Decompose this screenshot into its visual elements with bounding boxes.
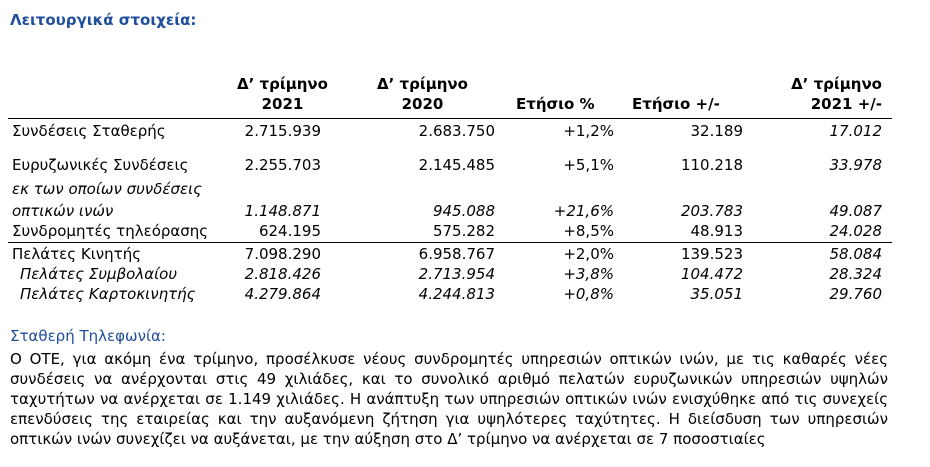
column-header-q4-2021	[220, 74, 345, 114]
cell-annual-diff: 48.913	[690, 222, 743, 240]
cell-quarter-diff: 17.012	[829, 122, 882, 140]
column-header-line1: Δ’ τρίμηνο	[237, 75, 328, 93]
row-label: Ευρυζωνικές Συνδέσεις	[12, 156, 189, 174]
subsection-title: Σταθερή Τηλεφωνία:	[10, 327, 166, 345]
cell-annual-diff: 32.189	[690, 122, 743, 140]
column-header-annual-diff: Ετήσιο +/-	[632, 95, 720, 113]
cell-annual-pct: +21,6%	[553, 202, 614, 220]
column-header-annual-pct: Ετήσιο %	[516, 95, 595, 113]
cell-q4-2021: 2.715.939	[244, 122, 321, 140]
row-label: Πελάτες Κινητής	[12, 245, 142, 263]
table-row	[0, 263, 930, 285]
cell-q4-2021: 4.279.864	[244, 285, 321, 303]
column-header-line2: 2021	[261, 95, 304, 113]
table-row	[0, 200, 930, 222]
cell-annual-diff: 203.783	[680, 202, 743, 220]
cell-quarter-diff: 58.084	[829, 245, 882, 263]
cell-q4-2020: 945.088	[432, 202, 495, 220]
cell-q4-2020: 2.713.954	[418, 265, 495, 283]
cell-q4-2020: 6.958.767	[418, 245, 495, 263]
cell-q4-2021: 1.148.871	[244, 202, 321, 220]
row-label: Συνδέσεις Σταθερής	[12, 122, 166, 140]
cell-quarter-diff: 33.978	[829, 156, 882, 174]
cell-quarter-diff: 28.324	[829, 265, 882, 283]
row-label: Πελάτες Καρτοκινητής	[20, 285, 196, 303]
cell-annual-pct: +2,0%	[563, 245, 614, 263]
table-row	[0, 220, 930, 242]
cell-q4-2020: 2.683.750	[418, 122, 495, 140]
cell-annual-diff: 110.218	[680, 156, 743, 174]
cell-annual-pct: +5,1%	[563, 156, 614, 174]
table-row	[0, 243, 930, 265]
cell-annual-pct: +8,5%	[563, 222, 614, 240]
cell-annual-diff: 35.051	[690, 285, 743, 303]
column-header-line2: 2021 +/-	[810, 95, 882, 113]
cell-quarter-diff: 49.087	[829, 202, 882, 220]
cell-annual-diff: 139.523	[680, 245, 743, 263]
cell-q4-2020: 575.282	[432, 222, 495, 240]
cell-q4-2020: 2.145.485	[418, 156, 495, 174]
table-row	[0, 120, 930, 142]
table-row	[0, 283, 930, 305]
column-header-q4-2021-diff	[760, 74, 882, 114]
cell-q4-2021: 2.818.426	[244, 265, 321, 283]
cell-q4-2021: 7.098.290	[244, 245, 321, 263]
cell-quarter-diff: 29.760	[829, 285, 882, 303]
cell-q4-2021: 2.255.703	[244, 156, 321, 174]
section-title: Λειτουργικά στοιχεία:	[10, 11, 197, 29]
cell-quarter-diff: 24.028	[829, 222, 882, 240]
column-header-line1: Δ’ τρίμηνο	[791, 75, 882, 93]
table-row	[0, 154, 930, 176]
cell-annual-pct: +3,8%	[563, 265, 614, 283]
cell-q4-2020: 4.244.813	[418, 285, 495, 303]
column-header-line1: Δ’ τρίμηνο	[377, 75, 468, 93]
header-rule	[8, 118, 892, 119]
row-label: εκ των οποίων συνδέσεις	[12, 180, 202, 198]
row-label-line2: οπτικών ινών	[12, 202, 114, 220]
cell-annual-pct: +1,2%	[563, 122, 614, 140]
cell-q4-2021: 624.195	[258, 222, 321, 240]
row-label: Συνδρομητές τηλεόρασης	[12, 222, 209, 240]
cell-annual-diff: 104.472	[680, 265, 743, 283]
column-header-q4-2020	[360, 74, 485, 114]
body-paragraph: Ο ΟΤΕ, για ακόμη ένα τρίμηνο, προσέλκυσε νέους συνδρομητές υπηρεσιών οπτικών ινών, με τις καθαρές νέες συνδέσεις να ανέρχονται στις 49 χιλιάδες, και το συνολικό αριθμό πελατών ευρυζωνικών υπηρεσιών υψηλών ταχυτήτων να ανέρχεται σε 1.149 χιλιάδες. Η ανάπτυξη των υπηρεσιών οπτικών ινών ενισχύθηκε από τις συνεχείς επενδύσεις της εταιρείας και την αυξανόμενη ζήτηση για υψηλότερες ταχύτητες. Η διείσδυση των υπηρεσιών οπτικών ινών συνεχίζει να αυξάνεται, με την αύξηση στο Δ’ τρίμηνο να ανέρχεται σε 7 ποσοστιαίες	[10, 350, 888, 448]
table-row-label-line1	[0, 178, 930, 200]
row-label: Πελάτες Συμβολαίου	[20, 265, 178, 283]
column-header-line2: 2020	[401, 95, 444, 113]
cell-annual-pct: +0,8%	[563, 285, 614, 303]
